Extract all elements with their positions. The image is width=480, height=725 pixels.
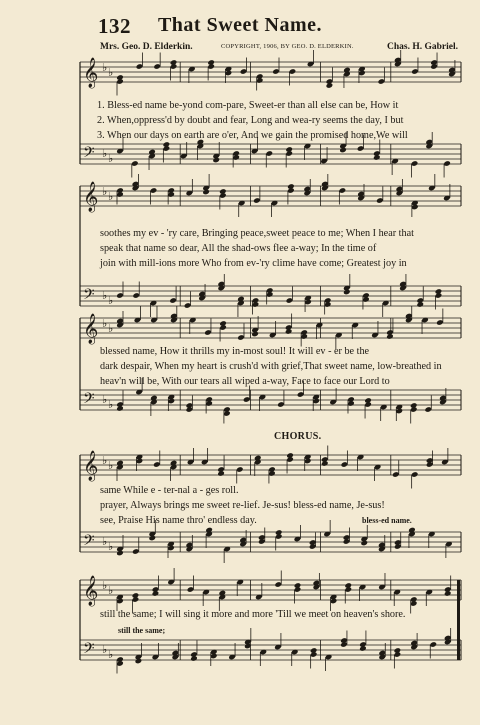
treble-clef-icon: 𝄞 xyxy=(83,576,99,606)
note-head xyxy=(135,658,143,665)
note-head xyxy=(416,301,424,308)
treble-clef-icon: 𝄞 xyxy=(83,451,99,481)
flat-icon: ♭ xyxy=(102,454,108,467)
lyric-line: see, Praise His name thro' endless day. xyxy=(100,515,257,526)
note-head xyxy=(285,328,293,335)
note-head xyxy=(170,59,178,66)
note-head xyxy=(344,582,352,589)
flat-icon: ♭ xyxy=(108,584,114,597)
flat-icon: ♭ xyxy=(108,66,114,79)
note-head xyxy=(219,188,227,195)
bass-clef-icon: 𝄢 xyxy=(83,144,95,165)
note-head xyxy=(251,331,259,338)
note-head xyxy=(343,289,351,296)
composer-credit: Chas. H. Gabriel. xyxy=(387,42,458,52)
bass-clef-icon: 𝄢 xyxy=(83,532,95,553)
flat-icon: ♭ xyxy=(102,535,108,548)
lyric-line: join with mill-ions more Who from ev-'ry clime have come; Greatest joy in xyxy=(100,258,407,269)
flat-icon: ♭ xyxy=(102,393,108,406)
note-head xyxy=(152,590,160,597)
hymn-title: That Sweet Name. xyxy=(157,14,323,36)
lyric-line: 1. Bless-ed name be-yond com-pare, Sweet-er than all else can be, How it xyxy=(97,100,399,111)
lyric-line: 3. When our days on earth are o'er, And we gain the promised home,We will xyxy=(97,130,408,141)
note-head xyxy=(326,82,334,89)
flat-icon: ♭ xyxy=(102,289,108,302)
note-head xyxy=(219,320,227,327)
bass-clef-icon: 𝄢 xyxy=(83,286,95,307)
note-head xyxy=(364,397,372,404)
copyright-notice: COPYRIGHT, 1906, BY GEO. D. ELDERKIN. xyxy=(221,43,354,50)
note-head xyxy=(116,74,124,81)
bass-clef-icon: 𝄢 xyxy=(83,390,95,411)
treble-clef-icon: 𝄞 xyxy=(83,182,99,212)
flat-icon: ♭ xyxy=(102,317,108,330)
note-head xyxy=(202,189,210,196)
treble-clef-icon: 𝄞 xyxy=(83,314,99,344)
note-head xyxy=(212,157,220,164)
flat-icon: ♭ xyxy=(108,322,114,335)
lyric-line: heav'n will be, With our tears all wiped a-way, Face to face our Lord to xyxy=(100,376,390,387)
lyric-line: 2. When,oppress'd by doubt and fear, Long and wea-ry seems the day, I but xyxy=(97,115,404,126)
flat-icon: ♭ xyxy=(108,648,114,661)
flat-icon: ♭ xyxy=(108,294,114,307)
bass-lyric: still the same; xyxy=(118,626,166,635)
lyric-line: same While e - ter-nal a - ges roll. xyxy=(100,485,239,496)
lyric-line: soothes my ev - 'ry care, Bringing peace,sweet peace to me; When I hear that xyxy=(100,228,414,239)
flat-icon: ♭ xyxy=(108,152,114,165)
flat-icon: ♭ xyxy=(108,540,114,553)
hymn-number: 132 xyxy=(98,14,131,38)
lyric-line: blessed name, How it thrills my in-most soul! It will ev - er be the xyxy=(100,346,370,357)
flat-icon: ♭ xyxy=(108,190,114,203)
lyric-line: speak that name so dear, All the shad-ows flee a-way; In the time of xyxy=(100,243,377,254)
note-head xyxy=(116,550,124,557)
note-head xyxy=(217,470,225,477)
note-head xyxy=(444,590,452,597)
note-head xyxy=(275,529,283,536)
note-head xyxy=(294,582,302,589)
note-head xyxy=(373,154,381,161)
flat-icon: ♭ xyxy=(108,459,114,472)
note-head xyxy=(287,183,295,190)
note-head xyxy=(394,647,402,654)
flat-icon: ♭ xyxy=(102,579,108,592)
note-head xyxy=(360,540,368,547)
bass-clef-icon: 𝄢 xyxy=(83,640,95,661)
flat-icon: ♭ xyxy=(102,61,108,74)
lyric-line: still the same; I will sing it more and more 'Till we meet on heaven's shore. xyxy=(100,609,406,620)
note-head xyxy=(321,460,329,467)
note-head xyxy=(359,645,367,652)
flat-icon: ♭ xyxy=(102,185,108,198)
note-head xyxy=(410,402,418,409)
final-barline xyxy=(457,580,460,660)
flat-icon: ♭ xyxy=(102,147,108,160)
note-head xyxy=(207,59,215,66)
note-head xyxy=(148,535,156,542)
treble-clef-icon: 𝄞 xyxy=(83,58,99,88)
flat-icon: ♭ xyxy=(102,643,108,656)
lyric-line: dark despair, When my heart is crush'd with grief,That sweet name, low-breathed in xyxy=(100,361,442,372)
note-head xyxy=(285,146,293,153)
note-head xyxy=(339,147,347,154)
note-head xyxy=(116,405,124,412)
note-head xyxy=(386,333,394,340)
note-head xyxy=(132,592,140,599)
chorus-label: CHORUS. xyxy=(274,431,322,442)
note-head xyxy=(163,141,171,148)
note-head xyxy=(435,288,443,295)
note-head xyxy=(286,452,294,459)
note-head xyxy=(190,655,198,662)
bass-lyric: bless-ed name. xyxy=(362,516,412,525)
flat-icon: ♭ xyxy=(108,398,114,411)
lyricist-credit: Mrs. Geo. D. Elderkin. xyxy=(100,42,193,52)
lyric-line: prayer, Always brings me sweet re-lief. Je-sus! bless-ed name, Je-sus! xyxy=(100,500,385,511)
note-head xyxy=(310,647,318,654)
